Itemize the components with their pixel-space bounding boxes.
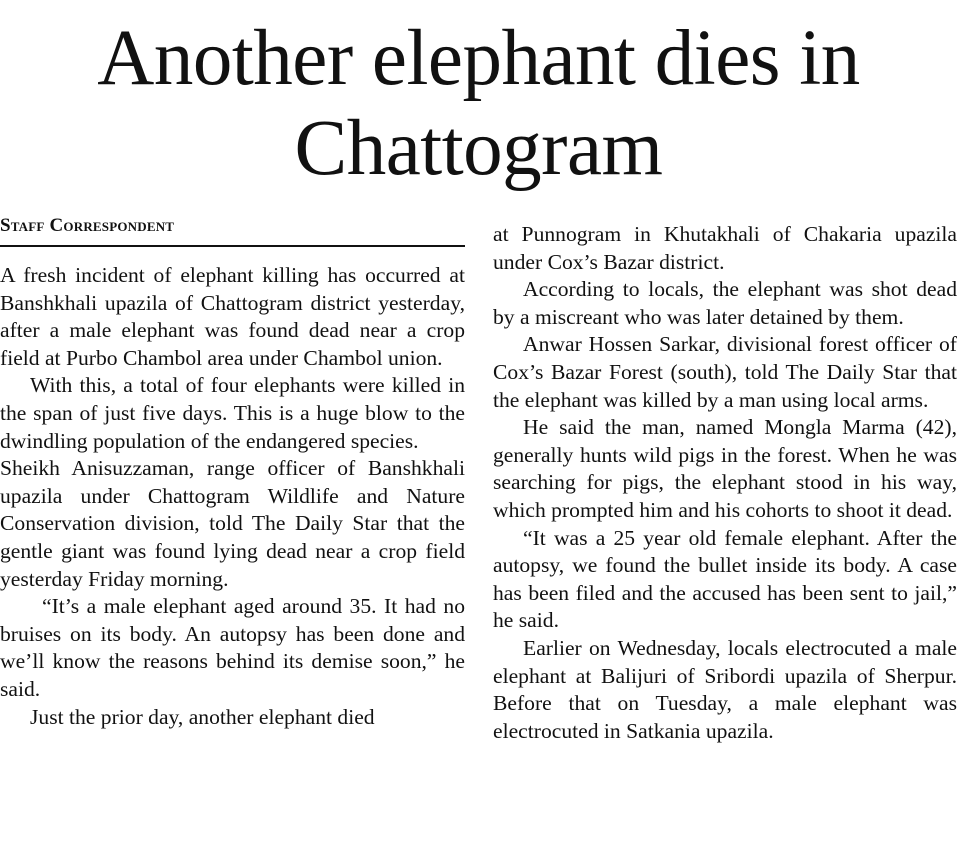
paragraph: at Punnogram in Khutakhali of Chakaria upazila under Cox’s Bazar district. — [493, 222, 957, 274]
paragraph: Anwar Hossen Sarkar, divisional forest officer of Cox’s Bazar Forest (south), told The Daily Star that the elephant was killed by a man using local arms. — [493, 332, 957, 412]
paragraph: “It was a 25 year old female elephant. After the autopsy, we found the bullet inside its body. A case has been filed and the accused has been sent to jail,” he said. — [493, 525, 957, 633]
paragraph: A fresh incident of elephant killing has occurred at Banshkhali upazila of Chattogram district yesterday, after a male elephant was found dead near a crop field at Purbo Chambol area under Chambol union. — [0, 263, 465, 370]
paragraph: Just the prior day, another elephant died — [30, 704, 375, 729]
paragraph: Earlier on Wednesday, locals electrocuted a male elephant at Balijuri of Sribordi upazila of Sherpur. Before that on Tuesday, a male elephant was electrocuted in Satkania upazila. — [493, 635, 957, 743]
paragraph: Sheikh Anisuzzaman, range officer of Banshkhali upazila under Chattogram Wildlife and Nature Conservation division, told The Daily Star that the gentle giant was found lying dead near a crop field yesterday Friday morning. — [0, 456, 465, 591]
paragraph: According to locals, the elephant was shot dead by a miscreant who was later detained by them. — [493, 277, 957, 329]
paragraph: “It’s a male elephant aged around 35. It had no bruises on its body. An autopsy has been done and we’ll know the reasons behind its demise soon,” he said. — [0, 594, 465, 701]
headline: Another elephant dies in Chattogram — [97, 15, 860, 192]
byline-divider — [0, 245, 465, 247]
right-column — [493, 221, 957, 745]
paragraph: With this, a total of four elephants were killed in the span of just five days. This is a huge blow to the dwindling population of the endangered species. — [0, 373, 465, 453]
paragraph: He said the man, named Mongla Marma (42), generally hunts wild pigs in the forest. When he was searching for pigs, the elephant stood in his way, which prompted him and his cohorts to shoot it dead. — [493, 415, 957, 522]
byline: Staff Correspondent — [0, 215, 175, 236]
left-column — [0, 262, 465, 731]
